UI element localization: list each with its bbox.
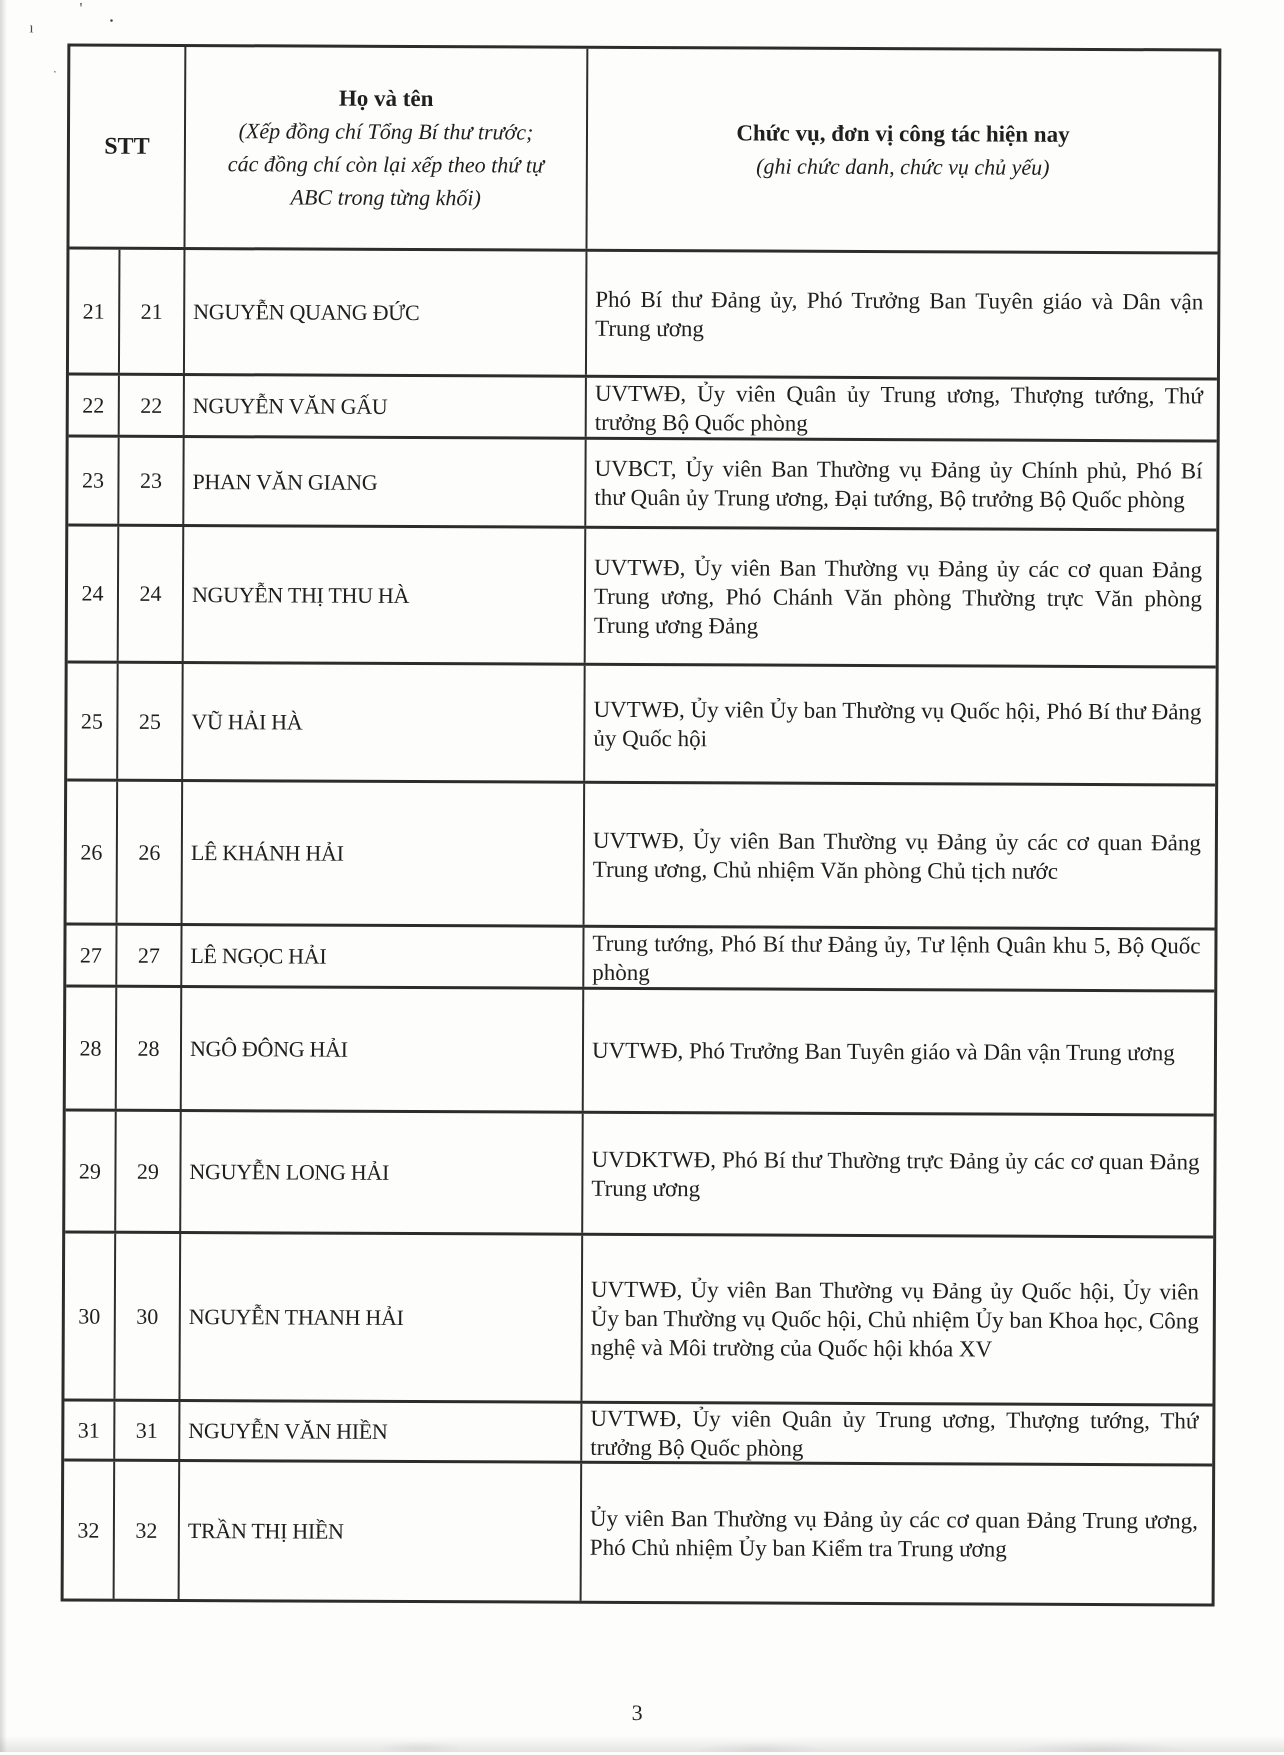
position-cell: Ủy viên Ban Thường vụ Đảng ủy các cơ quan Đảng Trung ương, Phó Chủ nhiệm Ủy ban Kiểm tra Trung ương [589,1505,1199,1562]
position-cell: UVTWĐ, Ủy viên Ban Thường vụ Đảng ủy các cơ quan Đảng Trung ương, Chủ nhiệm Văn phòng Chủ tịch nước [592,827,1201,884]
table-header-row [69,47,1218,252]
scan-artifact-mark: ı [29,20,34,37]
stt-cell: 23 [81,467,105,493]
page-number: 3 [631,1699,643,1726]
stt-cell: 27 [79,942,102,968]
name-cell: NGUYỄN VĂN HIỀN [188,1418,388,1444]
scan-artifact-mark: . [53,60,57,76]
name-cell: LÊ NGỌC HẢI [190,943,327,969]
header-name-note: các đồng chí còn lại xếp theo thứ tự [227,151,544,178]
stt-cell: 28 [79,1035,102,1061]
header-name-title: Họ và tên [338,85,434,112]
table-row [64,1230,1213,1403]
table-row [69,247,1218,378]
stt-cell-duplicate: 32 [113,1462,179,1599]
header-name-note: (Xếp đồng chí Tổng Bí thư trước; [238,118,534,145]
stt-cell-duplicate: 26 [116,782,182,923]
stt-cell-duplicate: 29 [114,1112,180,1231]
scan-artifact-mark: ' [79,0,83,18]
position-cell: UVTWĐ, Ủy viên Ban Thường vụ Đảng ủy các cơ quan Đảng Trung ương, Phó Chánh Văn phòng Thường trực Văn phòng Trung ương Đảng [593,554,1203,639]
table-row [64,1458,1213,1603]
name-cell: NGÔ ĐÔNG HẢI [189,1036,348,1062]
name-cell: NGUYỄN THỊ THU HÀ [191,581,410,608]
name-cell: NGUYỄN LONG HẢI [189,1159,390,1185]
table-row [68,524,1217,666]
name-cell: NGUYỄN QUANG ĐỨC [193,299,420,326]
name-cell: TRẦN THỊ HIỀN [187,1518,344,1544]
personnel-table [61,43,1222,1606]
position-cell: Trung tướng, Phó Bí thư Đảng ủy, Tư lệnh Quân khu 5, Bộ Quốc phòng [592,930,1201,985]
position-cell: UVTWĐ, Ủy viên Quân ủy Trung ương, Thượng tướng, Thứ trưởng Bộ Quốc phòng [594,380,1203,436]
table-row [66,922,1214,989]
stt-cell: 30 [78,1303,101,1329]
header-name-note: ABC trong từng khối) [290,184,481,211]
stt-cell-duplicate: 30 [113,1234,179,1399]
header-name-column [183,47,586,249]
stt-cell-duplicate: 27 [115,926,180,985]
header-stt: STT [104,133,150,160]
stt-cell: 24 [81,580,104,606]
header-position-column [585,49,1218,252]
table-row [69,373,1217,440]
name-cell: NGUYỄN VĂN GẤU [192,393,388,419]
position-cell: UVTWĐ, Phó Trưởng Ban Tuyên giáo và Dân vận Trung ương [591,1037,1175,1066]
stt-cell-duplicate: 28 [115,988,181,1109]
stt-cell-duplicate: 24 [117,527,183,661]
position-cell: UVTWĐ, Ủy viên Quân ủy Trung ương, Thượng tướng, Thứ trưởng Bộ Quốc phòng [590,1405,1199,1461]
table-row [66,984,1215,1113]
name-cell: PHAN VĂN GIANG [192,468,378,495]
table-row [64,1398,1212,1463]
stt-cell: 29 [78,1158,102,1184]
position-cell: UVBCT, Ủy viên Ban Thường vụ Đảng ủy Chính phủ, Phó Bí thư Quân ủy Trung ương, Đại tướng, Bộ trưởng Bộ Quốc phòng [594,455,1203,513]
stt-cell: 31 [77,1417,100,1443]
stt-cell: 26 [80,839,103,865]
header-position-note: (ghi chức danh, chức vụ chủ yếu) [756,153,1050,180]
stt-cell-duplicate: 25 [116,664,182,779]
table-row [65,1108,1214,1235]
name-cell: NGUYỄN THANH HẢI [188,1304,404,1330]
stt-cell: 21 [82,298,105,324]
header-position-title: Chức vụ, đơn vị công tác hiện nay [736,120,1070,147]
position-cell: UVTWĐ, Ủy viên Ban Thường vụ Đảng ủy Quốc hội, Ủy viên Ủy ban Thường vụ Quốc hội, Chủ nhiệm Ủy ban Khoa học, Công nghệ và Môi trường của Quốc hội khóa XV [590,1276,1200,1362]
name-cell: VŨ HẢI HÀ [191,709,303,735]
position-cell: UVTWĐ, Ủy viên Ủy ban Thường vụ Quốc hội, Phó Bí thư Đảng ủy Quốc hội [593,696,1202,751]
stt-cell-duplicate: 21 [118,250,184,373]
table-row [67,779,1216,928]
stt-cell: 22 [82,392,105,418]
name-cell: LÊ KHÁNH HẢI [190,840,344,866]
position-cell: UVDKTWĐ, Phó Bí thư Thường trực Đảng ủy các cơ quan Đảng Trung ương [591,1146,1200,1201]
stt-cell: 32 [77,1517,100,1543]
table-row [67,661,1216,784]
scan-artifact-mark: . [109,8,114,26]
table-row [68,435,1216,529]
stt-cell-duplicate: 22 [118,376,183,435]
stt-cell-duplicate: 31 [113,1402,178,1459]
position-cell: Phó Bí thư Đảng ủy, Phó Trưởng Ban Tuyên giáo và Dân vận Trung ương [595,286,1204,341]
stt-cell: 25 [80,708,103,734]
stt-cell-duplicate: 23 [117,438,182,524]
